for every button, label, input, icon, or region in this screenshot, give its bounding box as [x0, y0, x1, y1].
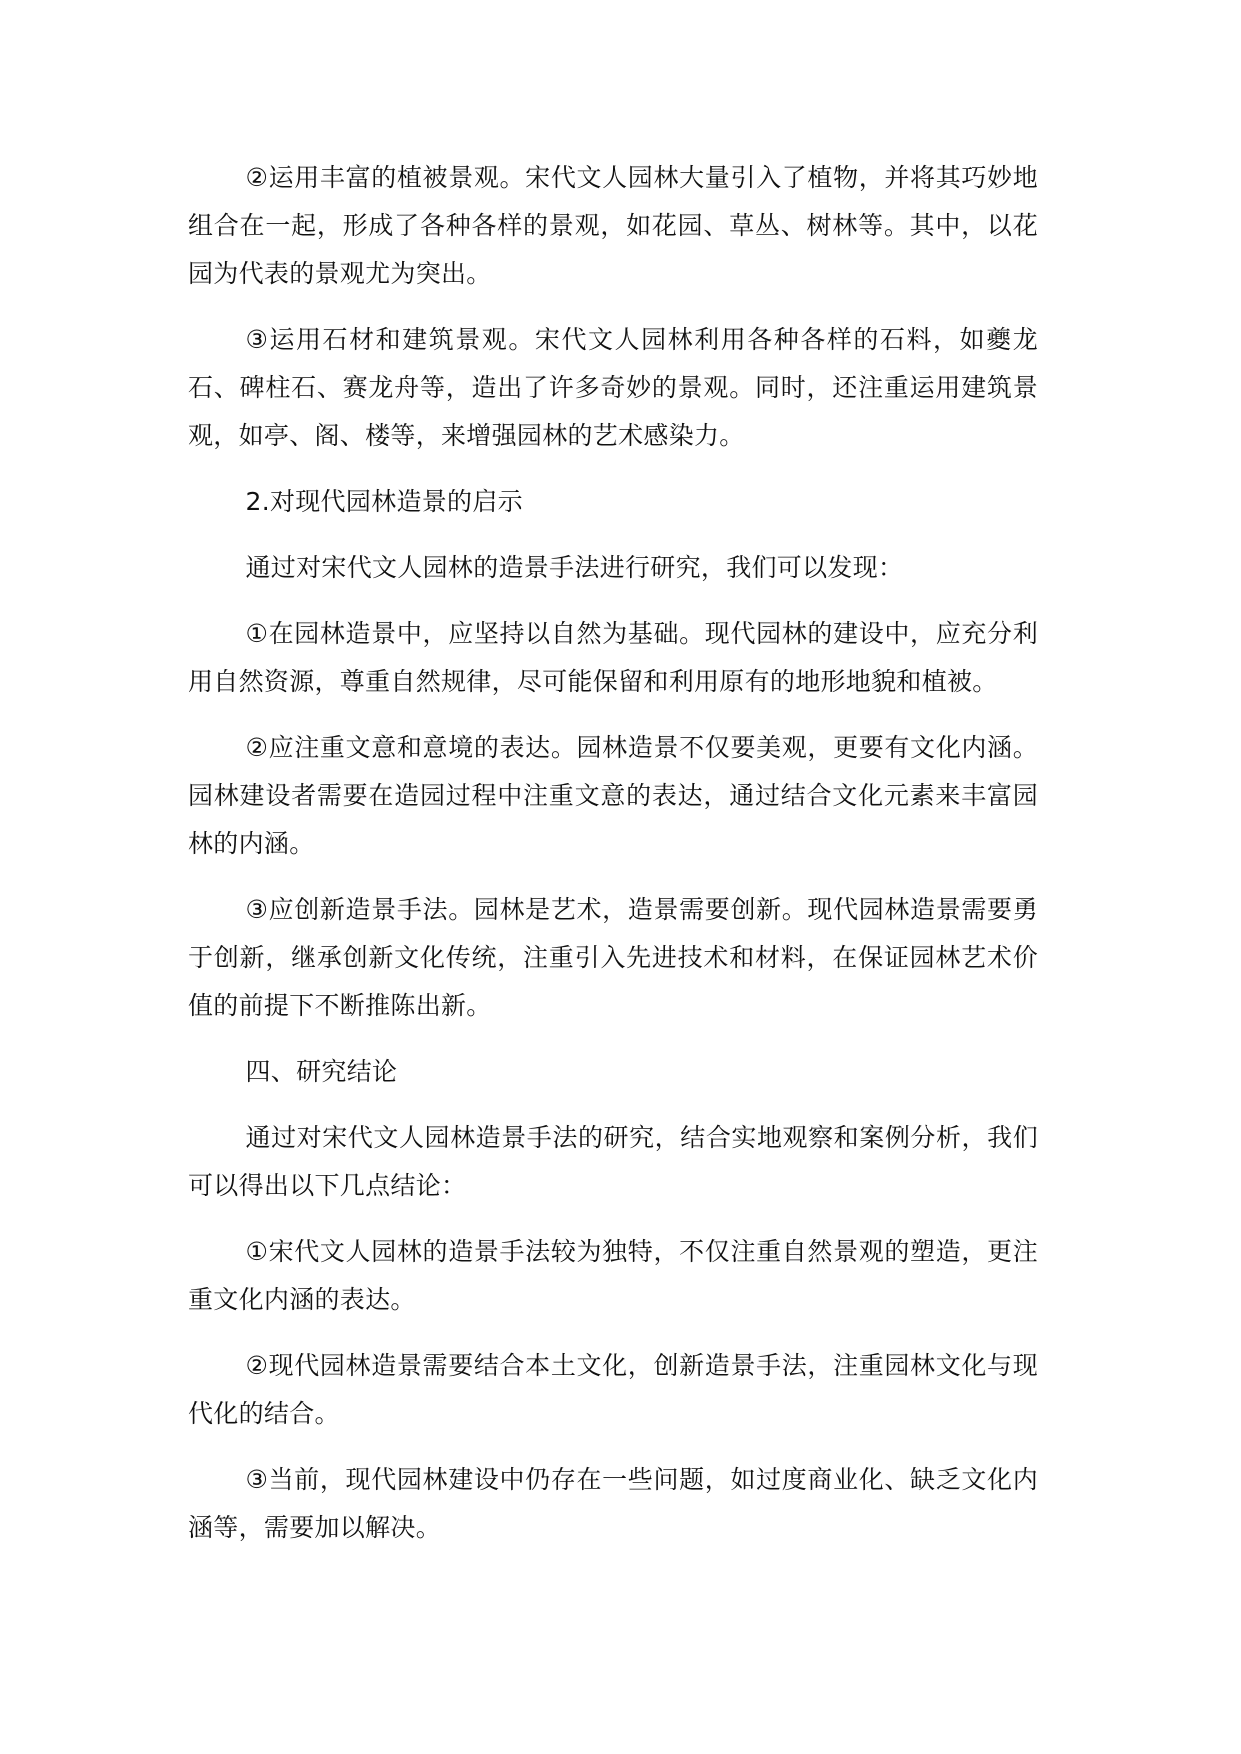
paragraph-conclusion-3: ③当前，现代园林建设中仍存在一些问题，如过度商业化、缺乏文化内涵等，需要加以解决。: [188, 1465, 1038, 1542]
paragraph-research-intro: 通过对宋代文人园林的造景手法进行研究，我们可以发现：: [245, 553, 904, 582]
paragraph-nature-based: ①在园林造景中，应坚持以自然为基础。现代园林的建设中，应充分利用自然资源，尊重自然规律，尽可能保留和利用原有的地形地貌和植被。: [188, 619, 1038, 696]
paragraph-innovation: ③应创新造景手法。园林是艺术，造景需要创新。现代园林造景需要勇于创新，继承创新文化传统，注重引入先进技术和材料，在保证园林艺术价值的前提下不断推陈出新。: [188, 895, 1038, 1020]
section-heading-conclusion: 四、研究结论: [245, 1057, 398, 1086]
paragraph-vegetation-landscape: ②运用丰富的植被景观。宋代文人园林大量引入了植物，并将其巧妙地组合在一起，形成了各种各样的景观，如花园、草丛、树林等。其中，以花园为代表的景观尤为突出。: [188, 163, 1038, 288]
paragraph-conclusion-2: ②现代园林造景需要结合本土文化，创新造景手法，注重园林文化与现代化的结合。: [188, 1351, 1038, 1428]
paragraph-conclusion-intro: 通过对宋代文人园林造景手法的研究，结合实地观察和案例分析，我们可以得出以下几点结论：: [188, 1123, 1038, 1200]
paragraph-conclusion-1: ①宋代文人园林的造景手法较为独特，不仅注重自然景观的塑造，更注重文化内涵的表达。: [188, 1237, 1038, 1314]
paragraph-stone-architecture: ③运用石材和建筑景观。宋代文人园林利用各种各样的石料，如夔龙石、碑柱石、赛龙舟等，造出了许多奇妙的景观。同时，还注重运用建筑景观，如亭、阁、楼等，来增强园林的艺术感染力。: [188, 325, 1038, 450]
document-body: [188, 154, 1038, 1570]
paragraph-cultural-meaning: ②应注重文意和意境的表达。园林造景不仅要美观，更要有文化内涵。园林建设者需要在造园过程中注重文意的表达，通过结合文化元素来丰富园林的内涵。: [188, 733, 1038, 858]
section-heading-modern-inspiration: 2.对现代园林造景的启示: [245, 487, 523, 516]
